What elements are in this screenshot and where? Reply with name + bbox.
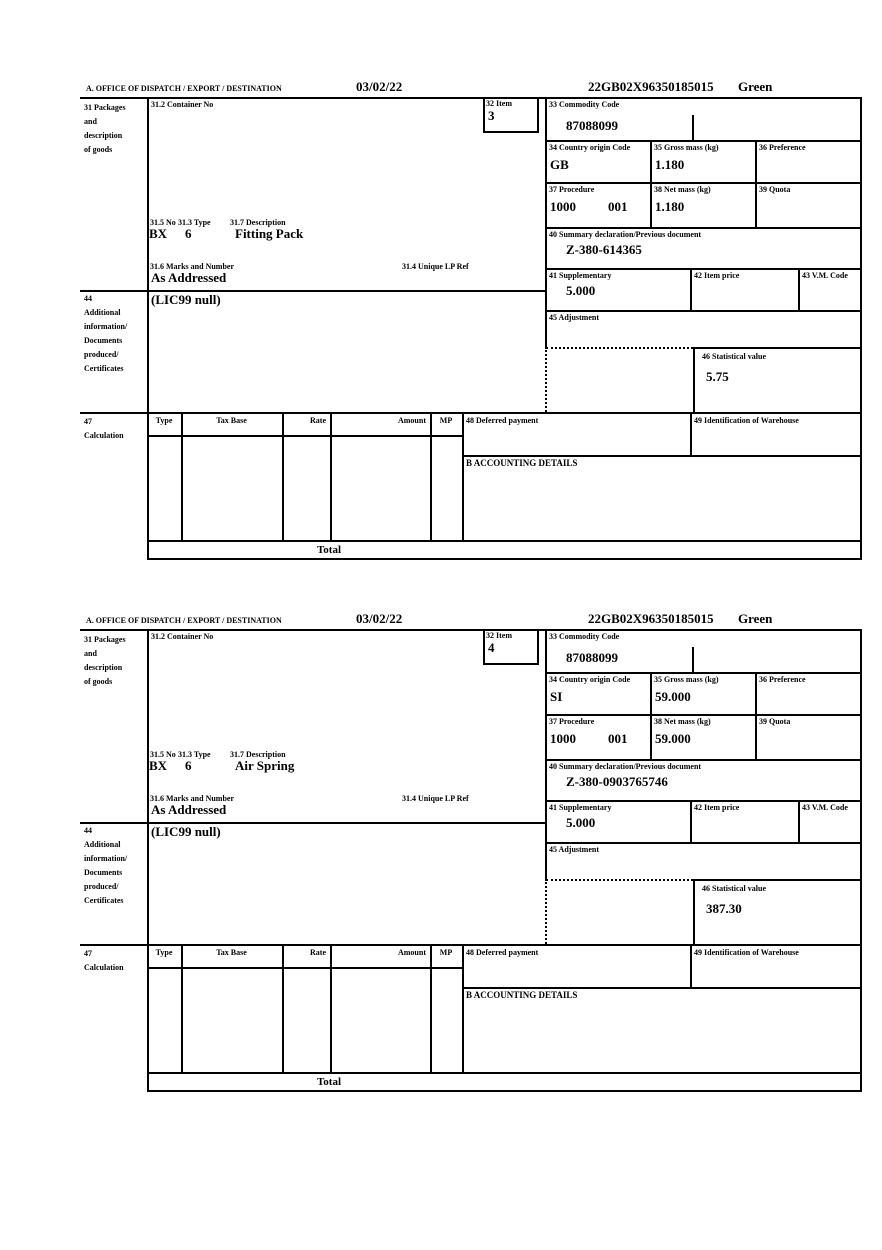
- container-no-label: 31.2 Container No: [151, 632, 214, 641]
- grid-line: [147, 1072, 862, 1074]
- grid-line: [462, 987, 862, 989]
- grid-line: [798, 800, 800, 842]
- grid-line: [483, 663, 539, 665]
- office-of-dispatch-label: A. OFFICE OF DISPATCH / EXPORT / DESTINATION: [86, 84, 282, 93]
- declaration-reference-value: 22GB02X96350185015: [588, 611, 714, 626]
- package-type-value: 6: [185, 758, 192, 773]
- package-no-value: BX: [149, 226, 168, 241]
- grid-line: [147, 558, 862, 560]
- warehouse-id-label: 49 Identification of Warehouse: [694, 948, 799, 957]
- grid-line: [462, 455, 862, 457]
- grid-line: [483, 629, 485, 663]
- supplementary-label: 41 Supplementary: [549, 803, 612, 812]
- grid-line: [545, 672, 862, 674]
- marks-numbers-label: 31.6 Marks and Number: [150, 262, 235, 271]
- grid-line: [693, 879, 695, 944]
- dispatch-date-value: 03/02/22: [356, 611, 403, 626]
- calc-amount-header: Amount: [397, 948, 426, 957]
- dotted-grid-line: [546, 879, 693, 881]
- net-mass-value: 1.180: [655, 199, 685, 214]
- gross-mass-value: 1.180: [655, 157, 685, 172]
- quota-label: 39 Quota: [759, 185, 791, 194]
- preference-label: 36 Preference: [759, 675, 806, 684]
- grid-line: [282, 412, 284, 540]
- grid-line: [690, 944, 692, 987]
- grid-line: [693, 879, 862, 881]
- item-price-label: 42 Item price: [694, 803, 740, 812]
- office-of-dispatch-label: A. OFFICE OF DISPATCH / EXPORT / DESTINATION: [86, 616, 282, 625]
- total-label: Total: [316, 1076, 342, 1088]
- dotted-grid-line: [545, 347, 547, 412]
- dotted-grid-line: [545, 879, 547, 944]
- goods-description-label: 31.7 Description: [230, 218, 286, 227]
- commodity-code-label: 33 Commodity Code: [549, 100, 620, 109]
- grid-line: [80, 412, 862, 414]
- preference-label: 36 Preference: [759, 143, 806, 152]
- item-number-value: 4: [488, 640, 495, 655]
- deferred-payment-label: 48 Deferred payment: [466, 416, 539, 425]
- package-no-label: 31.5 No: [150, 750, 176, 759]
- goods-description-value: Fitting Pack: [235, 226, 304, 241]
- accounting-details-label: B ACCOUNTING DETAILS: [466, 458, 578, 468]
- grid-line: [181, 412, 183, 540]
- summary-declaration-label: 40 Summary declaration/Previous document: [549, 230, 702, 239]
- item-number-value: 3: [488, 108, 495, 123]
- grid-line: [462, 944, 464, 1072]
- grid-line: [693, 347, 695, 412]
- calc-mp-header: MP: [439, 416, 453, 425]
- summary-declaration-value: Z-380-0903765746: [566, 774, 668, 789]
- package-no-value: BX: [149, 758, 168, 773]
- statistical-value-label: 46 Statistical value: [702, 884, 766, 893]
- additional-information-value: (LIC99 null): [151, 824, 221, 839]
- grid-line: [430, 412, 432, 540]
- goods-description-label: 31.7 Description: [230, 750, 286, 759]
- grid-line: [483, 97, 485, 131]
- procedure-value: 1000: [550, 731, 576, 746]
- item-price-label: 42 Item price: [694, 271, 740, 280]
- grid-line: [545, 182, 862, 184]
- grid-line: [80, 822, 545, 824]
- grid-line: [147, 967, 462, 969]
- procedure-secondary-value: 001: [608, 731, 628, 746]
- grid-line: [690, 800, 692, 842]
- grid-line: [147, 1090, 862, 1092]
- grid-line: [330, 412, 332, 540]
- calc-mp-header: MP: [439, 948, 453, 957]
- statistical-value-value: 387.30: [706, 901, 742, 916]
- grid-line: [330, 944, 332, 1072]
- commodity-code-label: 33 Commodity Code: [549, 632, 620, 641]
- grid-line: [537, 629, 539, 663]
- grid-line: [147, 97, 149, 560]
- vm-code-label: 43 V.M. Code: [802, 803, 848, 812]
- grid-line: [147, 435, 462, 437]
- grid-line: [690, 268, 692, 310]
- grid-line: [545, 227, 862, 229]
- grid-line: [147, 629, 149, 1092]
- supplementary-value: 5.000: [566, 283, 596, 298]
- grid-line: [80, 290, 545, 292]
- total-label: Total: [316, 544, 342, 556]
- item-number-label: 32 Item: [486, 99, 512, 108]
- grid-line: [282, 944, 284, 1072]
- routing-status-value: Green: [738, 611, 773, 626]
- warehouse-id-label: 49 Identification of Warehouse: [694, 416, 799, 425]
- grid-line: [545, 714, 862, 716]
- grid-line: [545, 310, 862, 312]
- grid-line: [798, 268, 800, 310]
- statistical-value-value: 5.75: [706, 369, 729, 384]
- summary-declaration-value: Z-380-614365: [566, 242, 642, 257]
- declaration-item-section-1: [80, 80, 862, 562]
- declaration-item-section-2: [80, 612, 862, 1094]
- net-mass-label: 38 Net mass (kg): [654, 717, 711, 726]
- dotted-grid-line: [546, 347, 693, 349]
- grid-line: [147, 540, 862, 542]
- routing-status-value: Green: [738, 79, 773, 94]
- adjustment-label: 45 Adjustment: [549, 313, 600, 322]
- marks-numbers-value: As Addressed: [151, 270, 227, 285]
- marks-numbers-label: 31.6 Marks and Number: [150, 794, 235, 803]
- grid-line: [693, 347, 862, 349]
- calculation-label: 47 Calculation: [84, 949, 124, 972]
- grid-line: [690, 412, 692, 455]
- marks-numbers-value: As Addressed: [151, 802, 227, 817]
- grid-line: [537, 97, 539, 131]
- country-origin-label: 34 Country origin Code: [549, 675, 631, 684]
- supplementary-label: 41 Supplementary: [549, 271, 612, 280]
- vm-code-label: 43 V.M. Code: [802, 271, 848, 280]
- commodity-code-value: 87088099: [566, 650, 618, 665]
- adjustment-label: 45 Adjustment: [549, 845, 600, 854]
- country-origin-label: 34 Country origin Code: [549, 143, 631, 152]
- procedure-label: 37 Procedure: [549, 185, 595, 194]
- deferred-payment-label: 48 Deferred payment: [466, 948, 539, 957]
- grid-line: [80, 629, 862, 631]
- packages-description-label: 31 Packages and description of goods: [84, 103, 126, 154]
- calc-rate-header: Rate: [310, 948, 326, 957]
- grid-line: [181, 944, 183, 1072]
- declaration-reference-value: 22GB02X96350185015: [588, 79, 714, 94]
- gross-mass-label: 35 Gross mass (kg): [654, 143, 719, 152]
- calc-type-header: Type: [155, 948, 173, 957]
- calc-type-header: Type: [155, 416, 173, 425]
- accounting-details-label: B ACCOUNTING DETAILS: [466, 990, 578, 1000]
- commodity-code-value: 87088099: [566, 118, 618, 133]
- grid-line: [80, 944, 862, 946]
- grid-line: [545, 140, 862, 142]
- additional-information-label: 44 Additional information/ Documents produced/ Certificates: [84, 294, 128, 373]
- unique-lp-ref-label: 31.4 Unique LP Ref: [402, 262, 469, 271]
- packages-description-label: 31 Packages and description of goods: [84, 635, 126, 686]
- grid-line: [860, 97, 862, 560]
- country-origin-value: GB: [550, 157, 569, 172]
- net-mass-value: 59.000: [655, 731, 691, 746]
- item-number-label: 32 Item: [486, 631, 512, 640]
- quota-label: 39 Quota: [759, 717, 791, 726]
- calc-rate-header: Rate: [310, 416, 326, 425]
- procedure-value: 1000: [550, 199, 576, 214]
- calculation-label: 47 Calculation: [84, 417, 124, 440]
- package-type-value: 6: [185, 226, 192, 241]
- grid-line: [692, 115, 694, 140]
- grid-line: [860, 629, 862, 1092]
- unique-lp-ref-label: 31.4 Unique LP Ref: [402, 794, 469, 803]
- calc-taxbase-header: Tax Base: [216, 416, 247, 425]
- calc-taxbase-header: Tax Base: [216, 948, 247, 957]
- grid-line: [692, 647, 694, 672]
- additional-information-value: (LIC99 null): [151, 292, 221, 307]
- summary-declaration-label: 40 Summary declaration/Previous document: [549, 762, 702, 771]
- package-type-label: 31.3 Type: [178, 218, 211, 227]
- grid-line: [545, 800, 862, 802]
- dispatch-date-value: 03/02/22: [356, 79, 403, 94]
- package-type-label: 31.3 Type: [178, 750, 211, 759]
- procedure-label: 37 Procedure: [549, 717, 595, 726]
- grid-line: [483, 131, 539, 133]
- additional-information-label: 44 Additional information/ Documents produced/ Certificates: [84, 826, 128, 905]
- statistical-value-label: 46 Statistical value: [702, 352, 766, 361]
- gross-mass-value: 59.000: [655, 689, 691, 704]
- container-no-label: 31.2 Container No: [151, 100, 214, 109]
- grid-line: [430, 944, 432, 1072]
- gross-mass-label: 35 Gross mass (kg): [654, 675, 719, 684]
- goods-description-value: Air Spring: [235, 758, 295, 773]
- package-no-label: 31.5 No: [150, 218, 176, 227]
- net-mass-label: 38 Net mass (kg): [654, 185, 711, 194]
- calc-amount-header: Amount: [397, 416, 426, 425]
- supplementary-value: 5.000: [566, 815, 596, 830]
- grid-line: [462, 412, 464, 540]
- grid-line: [545, 842, 862, 844]
- country-origin-value: SI: [550, 689, 563, 704]
- grid-line: [545, 268, 862, 270]
- grid-line: [545, 759, 862, 761]
- procedure-secondary-value: 001: [608, 199, 628, 214]
- grid-line: [80, 97, 862, 99]
